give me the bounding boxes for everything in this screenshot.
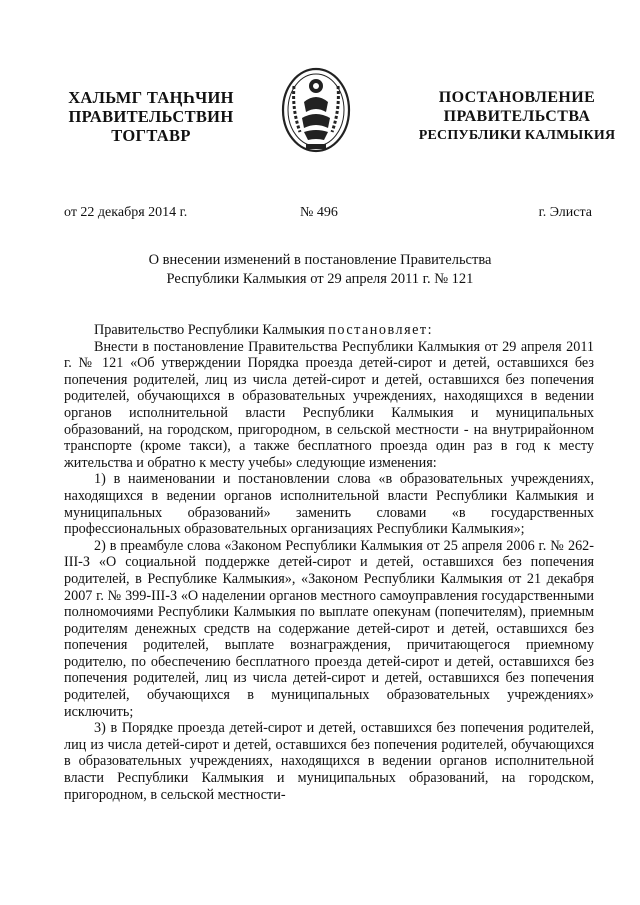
header-right-line: РЕСПУБЛИКИ КАЛМЫКИЯ: [418, 128, 616, 143]
intro-paragraph: [64, 322, 594, 339]
header-left-line: ПРАВИТЕЛЬСТВИН: [68, 107, 234, 126]
title-line: О внесении изменений в постановление Правительства: [148, 252, 492, 268]
header-right-line: ПРАВИТЕЛЬСТВА: [443, 108, 591, 125]
document-city: г. Элиста: [538, 205, 592, 220]
document-number: № 496: [300, 205, 338, 220]
header-left-title: [56, 88, 246, 145]
header-right-title: [412, 88, 622, 145]
intro-text: Правительство Республики Калмыкия: [94, 322, 329, 338]
document-date: от 22 декабря 2014 г.: [64, 205, 188, 220]
body-paragraph: 2) в преамбуле слова «Законом Республики Калмыкия от 25 апреля 2006 г. № 262-III-З «О социальной поддержке детей-сирот и детей, оставшихся без попечения родителей, в Республике Калмыкия», «Законом Республики Калмыкия от 21 декабря 2007 г. № 399-III-З «О наделении органов местного самоуправления государственными полномочиями Республики Калмыкия по выплате опекунам (попечителям), приемным родителям денежных средств на содержание детей-сирот и детей, оставшихся без попечения родителей, выплате вознаграждения, причитающегося приемному родителю, по обеспечению бесплатного проезда детей-сирот и детей, оставшихся без попечения родителей, лиц из числа детей-сирот и детей, оставшихся без попечения родителей, обучающихся в муниципальных образовательных учреждениях» исключить;: [64, 537, 594, 720]
intro-decree-word: постановляет:: [328, 322, 434, 338]
document-body: [64, 322, 594, 803]
body-paragraph: 3) в Порядке проезда детей-сирот и детей, оставшихся без попечения родителей, лиц из числа детей-сирот и детей, оставшихся без попечения родителей, обучающихся в образовательных учреждениях, находящихся в ведении органов исполнительной власти Республики Калмыкия и муниципальных образований, на городском, пригородном, в сельской местности-: [64, 720, 594, 803]
title-line: Республики Калмыкия от 29 апреля 2011 г. № 121: [166, 271, 474, 287]
emblem-svg: [280, 66, 352, 158]
header-right-line: ПОСТАНОВЛЕНИЕ: [438, 89, 596, 106]
document-title: [60, 251, 580, 289]
body-paragraph: Внести в постановление Правительства Республики Калмыкия от 29 апреля 2011 г. № 121 «Об утверждении Порядка проезда детей-сирот и детей, оставшихся без попечения родителей, лиц из числа детей-сирот и детей, оставшихся без попечения родителей, обучающихся в образовательных учреждениях, находящихся в ведении органов исполнительной власти Республики Калмыкия и муниципальных образований, на городском, пригородном, в сельской местности - на внутрирайонном транспорте (кроме такси), а также бесплатного проезда один раз в год к месту жительства и обратно к месту учебы» следующие изменения:: [64, 338, 594, 471]
body-paragraph: 1) в наименовании и постановлении слова «в образовательных учреждениях, находящихся в ведении органов исполнительной власти Республики Калмыкия и муниципальных образований» заменить словами «в государственных профессиональных образовательных организациях Республики Калмыкия»;: [64, 471, 594, 538]
header-left-line: ТОГТАВР: [111, 126, 191, 145]
header-left-line: ХАЛЬМГ ТАҢҺЧИН: [68, 88, 234, 107]
kalmykia-emblem-icon: [280, 66, 352, 158]
